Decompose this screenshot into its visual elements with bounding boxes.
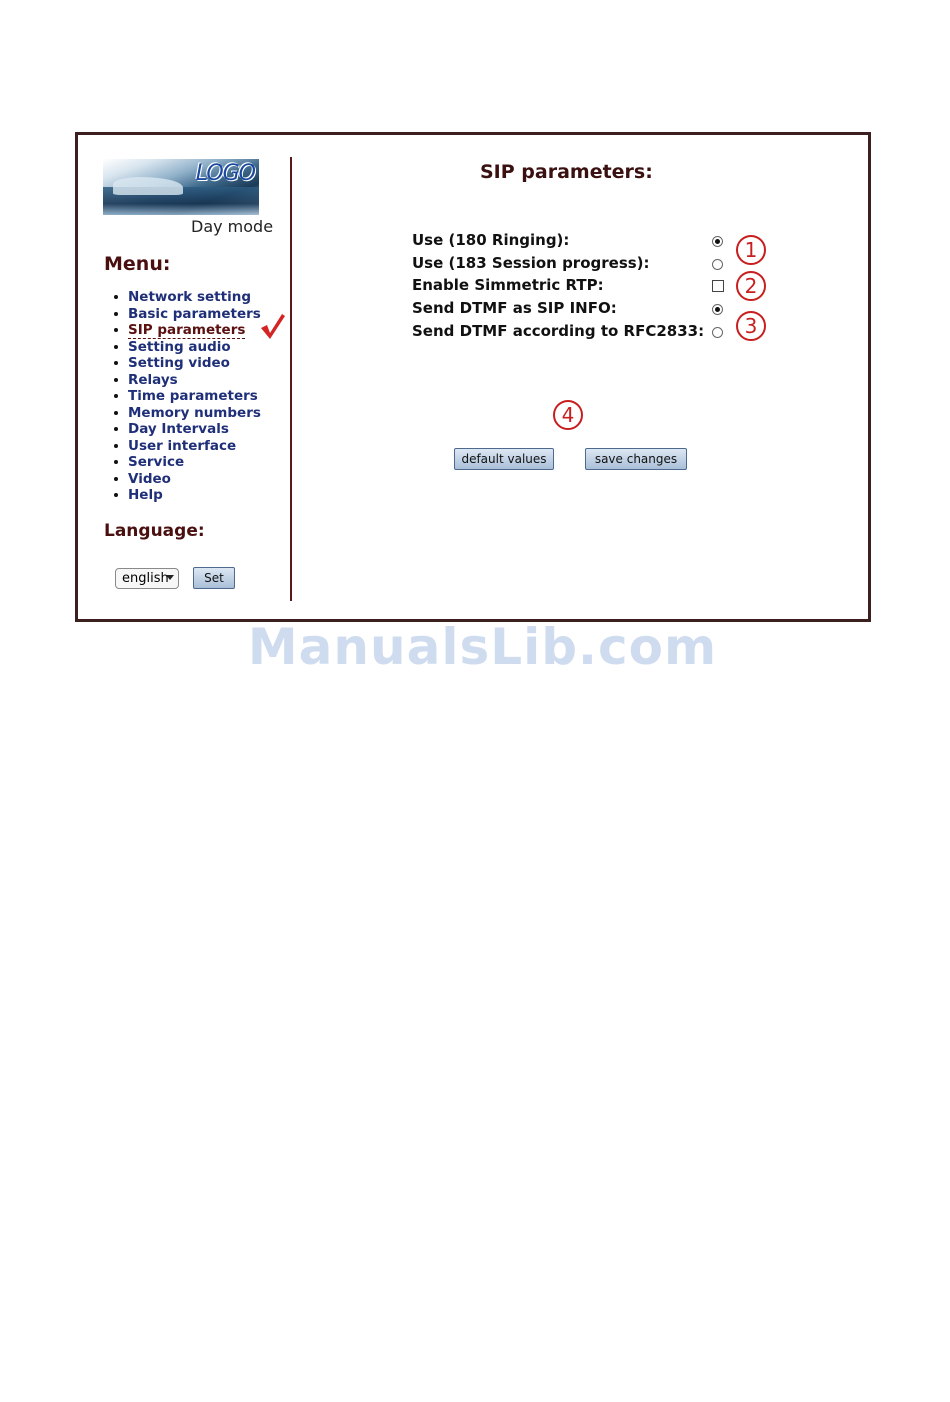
- option-label-simmetric-rtp: Enable Simmetric RTP:: [412, 276, 604, 294]
- menu-item-network-setting[interactable]: Network setting: [128, 289, 261, 306]
- checkbox-simmetric-rtp[interactable]: [712, 280, 724, 292]
- menu-item-time-parameters[interactable]: Time parameters: [128, 388, 261, 405]
- set-language-button[interactable]: Set: [193, 567, 235, 589]
- callout-3: 3: [736, 311, 766, 341]
- radio-dtmf-sip-info[interactable]: [712, 304, 723, 315]
- menu-item-video[interactable]: Video: [128, 471, 261, 488]
- menu-item-relays[interactable]: Relays: [128, 372, 261, 389]
- menu-item-setting-video[interactable]: Setting video: [128, 355, 261, 372]
- web-interface-frame: [75, 132, 871, 622]
- callout-1: 1: [736, 235, 766, 265]
- sidebar-divider: [290, 157, 292, 601]
- language-select[interactable]: [115, 568, 179, 589]
- logo-text: LOGO: [195, 161, 255, 186]
- watermark: ManualsLib.com: [247, 618, 718, 676]
- menu-item-sip-parameters[interactable]: SIP parameters: [128, 322, 261, 339]
- radio-183-session-progress[interactable]: [712, 259, 723, 270]
- language-title: Language:: [104, 521, 205, 541]
- menu-item-user-interface[interactable]: User interface: [128, 438, 261, 455]
- menu-item-basic-parameters[interactable]: Basic parameters: [128, 305, 261, 322]
- option-label-dtmf-rfc2833: Send DTMF according to RFC2833:: [412, 322, 705, 340]
- menu-item-service[interactable]: Service: [128, 454, 261, 471]
- save-changes-button[interactable]: save changes: [585, 448, 687, 470]
- radio-dtmf-rfc2833[interactable]: [712, 327, 723, 338]
- menu-list: [128, 289, 261, 504]
- option-label-180-ringing: Use (180 Ringing):: [412, 231, 570, 249]
- callout-2: 2: [736, 271, 766, 301]
- page-title: SIP parameters:: [480, 161, 653, 183]
- mode-label: Day mode: [191, 217, 274, 236]
- option-label-183-session-progress: Use (183 Session progress):: [412, 254, 650, 272]
- menu-item-day-intervals[interactable]: Day Intervals: [128, 421, 261, 438]
- language-select-value: english: [122, 571, 169, 586]
- default-values-button[interactable]: default values: [454, 448, 554, 470]
- menu-title: Menu:: [104, 253, 171, 275]
- menu-item-help[interactable]: Help: [128, 487, 261, 504]
- logo-image: [103, 159, 259, 215]
- chevron-down-icon: [166, 575, 174, 580]
- radio-180-ringing[interactable]: [712, 236, 723, 247]
- checkmark-icon: [258, 311, 286, 341]
- option-label-dtmf-sip-info: Send DTMF as SIP INFO:: [412, 299, 617, 317]
- menu-item-memory-numbers[interactable]: Memory numbers: [128, 404, 261, 421]
- callout-4: 4: [553, 400, 583, 430]
- menu-item-setting-audio[interactable]: Setting audio: [128, 339, 261, 356]
